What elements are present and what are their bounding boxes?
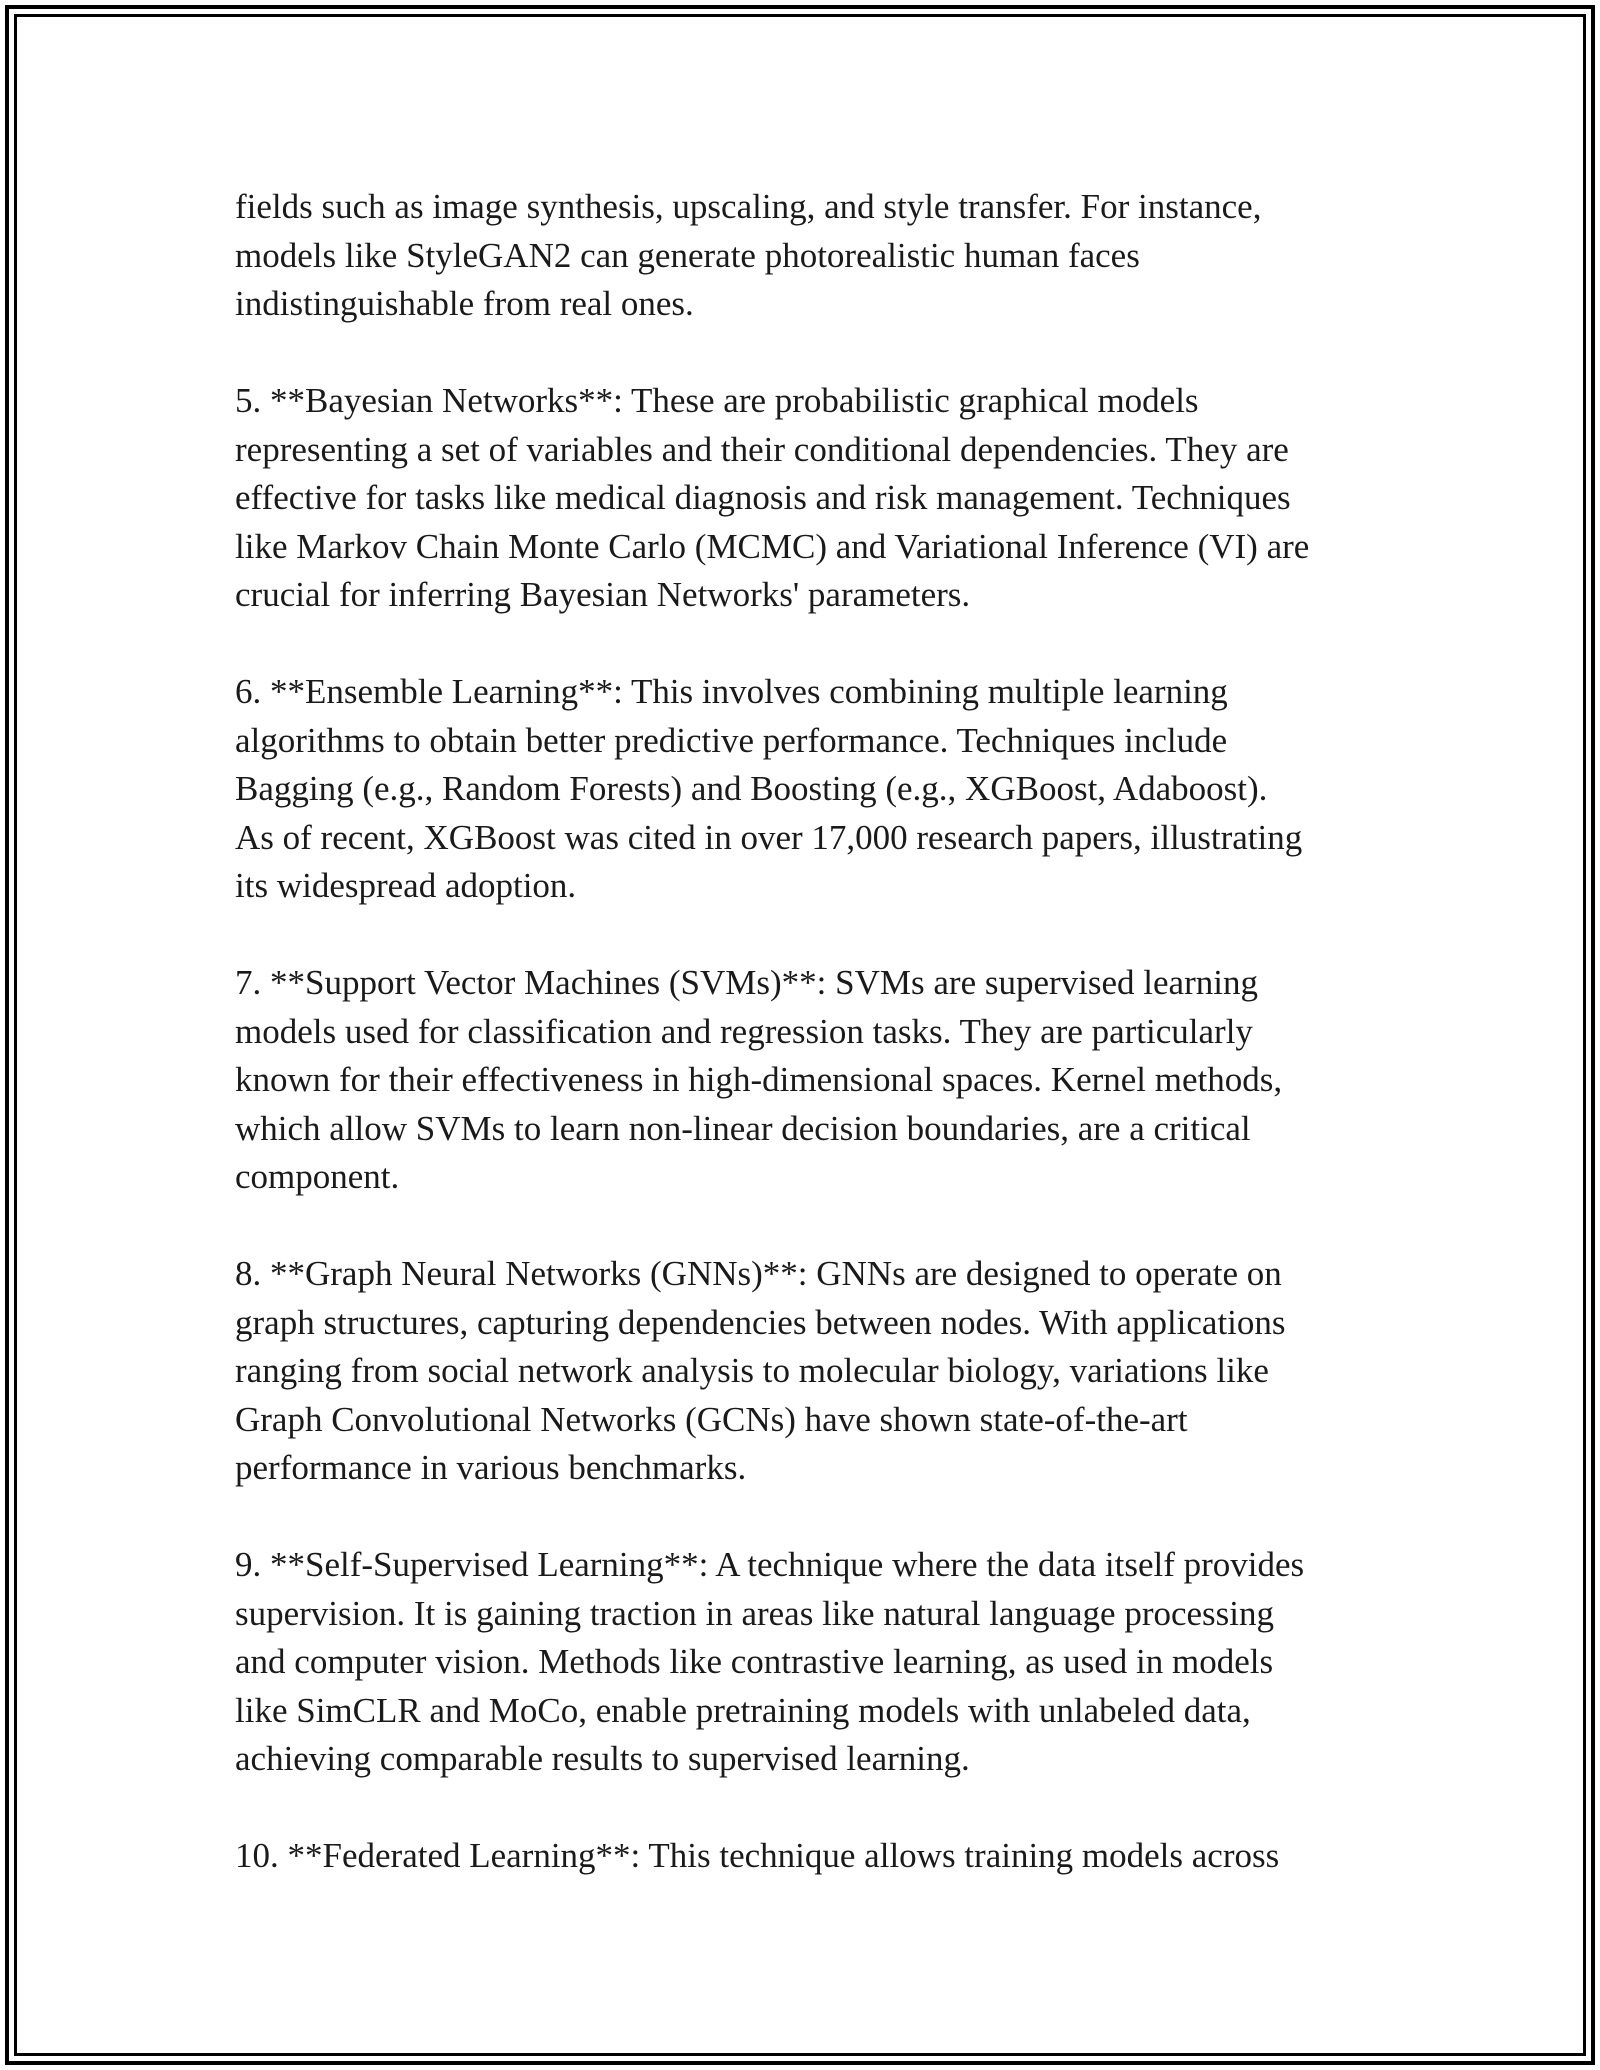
text-line: models like StyleGAN2 can generate photorealistic human faces (235, 235, 1140, 275)
text-line: performance in various benchmarks. (235, 1448, 747, 1487)
text-line: crucial for inferring Bayesian Networks' parameters. (235, 575, 971, 614)
paragraph-ensemble-learning (235, 668, 1395, 911)
text-line: and computer vision. Methods like contrastive learning, as used in models (235, 1642, 1274, 1681)
document-body (235, 183, 1395, 1929)
text-line: 5. **Bayesian Networks**: These are probabilistic graphical models (235, 381, 1199, 420)
text-line: algorithms to obtain better predictive performance. Techniques include (235, 720, 1228, 760)
paragraph-bayesian-networks (235, 377, 1395, 620)
text-line: component. (235, 1157, 400, 1196)
paragraph-support-vector-machines (235, 959, 1395, 1202)
text-line: Graph Convolutional Networks (GCNs) have shown state-of-the-art (235, 1399, 1188, 1439)
text-line: models used for classification and regression tasks. They are particularly (235, 1011, 1253, 1051)
text-line: 9. **Self-Supervised Learning**: A technique where the data itself provides (235, 1545, 1305, 1584)
text-line: 8. **Graph Neural Networks (GNNs)**: GNNs are designed to operate on (235, 1254, 1282, 1293)
text-line: like Markov Chain Monte Carlo (MCMC) and Variational Inference (VI) are (235, 526, 1310, 566)
text-line: 10. **Federated Learning**: This technique allows training models across (235, 1836, 1280, 1875)
text-line: 6. **Ensemble Learning**: This involves combining multiple learning (235, 672, 1228, 711)
text-line: indistinguishable from real ones. (235, 284, 694, 323)
text-line: supervision. It is gaining traction in areas like natural language processing (235, 1593, 1275, 1633)
text-line: graph structures, capturing dependencies between nodes. With applications (235, 1302, 1286, 1342)
paragraph-self-supervised-learning (235, 1541, 1395, 1784)
text-line: effective for tasks like medical diagnosis and risk management. Techniques (235, 478, 1291, 517)
text-line: known for their effectiveness in high-dimensional spaces. Kernel methods, (235, 1060, 1283, 1099)
paragraph-gan-continuation (235, 183, 1395, 329)
text-line: achieving comparable results to supervised learning. (235, 1739, 970, 1778)
paragraph-federated-learning (235, 1832, 1395, 1881)
text-line: ranging from social network analysis to molecular biology, variations like (235, 1351, 1269, 1390)
text-line: which allow SVMs to learn non-linear decision boundaries, are a critical (235, 1108, 1251, 1148)
paragraph-graph-neural-networks (235, 1250, 1395, 1493)
text-line: fields such as image synthesis, upscaling, and style transfer. For instance, (235, 187, 1262, 226)
text-line: representing a set of variables and their conditional dependencies. They are (235, 429, 1289, 469)
text-line: like SimCLR and MoCo, enable pretraining models with unlabeled data, (235, 1690, 1251, 1730)
text-line: As of recent, XGBoost was cited in over 17,000 research papers, illustrating (235, 817, 1303, 857)
text-line: its widespread adoption. (235, 866, 577, 905)
text-line: 7. **Support Vector Machines (SVMs)**: SVMs are supervised learning (235, 963, 1258, 1002)
text-line: Bagging (e.g., Random Forests) and Boosting (e.g., XGBoost, Adaboost). (235, 769, 1268, 808)
